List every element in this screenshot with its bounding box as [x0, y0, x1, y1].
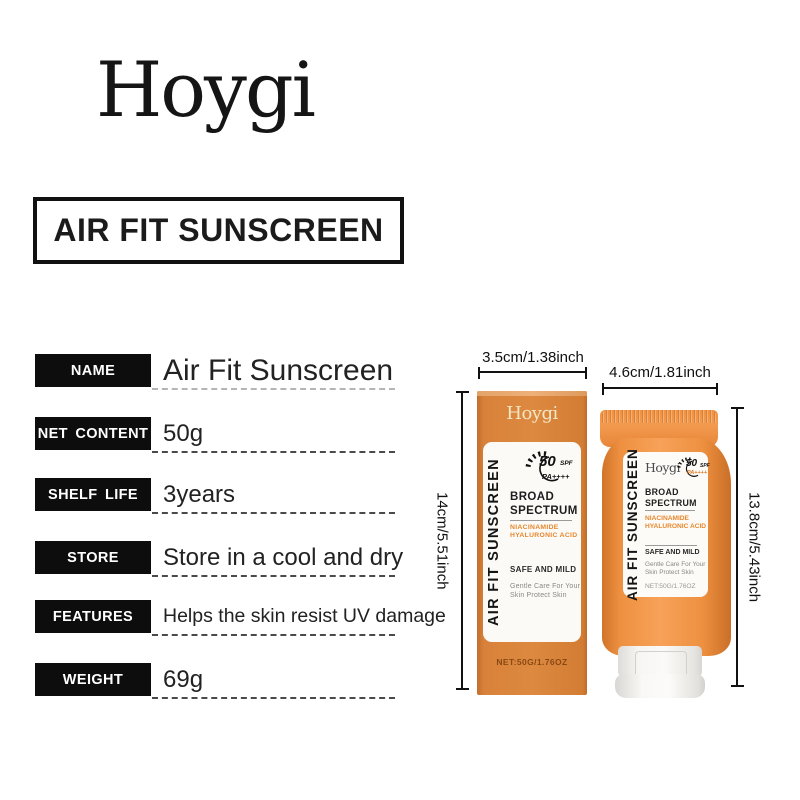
ingredient-text: HYALURONIC ACID [510, 532, 578, 539]
broad-text: BROAD [645, 487, 679, 497]
spec-row-net-content [35, 417, 435, 457]
box-vertical-title: AIR FIT SUNSCREEN [486, 458, 502, 626]
dimension-line-tube-width [602, 387, 718, 389]
dashed-underline [152, 575, 395, 577]
dimension-label-tube-width: 4.6cm/1.81inch [609, 364, 711, 381]
care-text: Skin Protect Skin [645, 569, 694, 576]
safety-text: SAFE AND MILD [645, 549, 700, 556]
dimension-label-box-height: 14cm/5.51inch [433, 491, 451, 590]
spectrum-text: SPECTRUM [510, 505, 578, 517]
dimension-label-tube-height: 13.8cm/5.43inch [745, 491, 763, 603]
spec-label: NET CONTENT [35, 417, 151, 450]
spectrum-text: SPECTRUM [645, 498, 697, 508]
spec-label: STORE [35, 541, 151, 574]
dashed-underline [152, 697, 395, 699]
dashed-underline [152, 512, 395, 514]
tube-cap-ring [615, 674, 705, 698]
ingredient-text: HYALURONIC ACID [645, 523, 707, 530]
tube-front-label [623, 448, 710, 601]
dimension-line-box-height [461, 391, 463, 690]
spec-label: SHELF LIFE [35, 478, 151, 511]
box-front-panel [483, 442, 581, 642]
brand-logo: Hoygi [96, 45, 314, 134]
spec-row-name [35, 354, 435, 394]
spec-value: Air Fit Sunscreen [163, 353, 394, 387]
broad-text: BROAD [510, 491, 555, 503]
spf-value: 50 [686, 458, 698, 469]
spec-row-features [35, 600, 446, 640]
tube-brand-logo: Hoygi [645, 460, 680, 475]
tube-net-weight: NET:50G/1.76OZ [645, 583, 696, 590]
dashed-underline [152, 451, 395, 453]
product-title-box [33, 197, 404, 264]
tube-cap [618, 646, 702, 676]
spf-sun-badge [519, 450, 577, 492]
spec-row-store [35, 541, 435, 581]
care-text: Gentle Care For Your [510, 583, 581, 590]
dimension-line-tube-height [736, 407, 738, 687]
divider [645, 510, 695, 511]
spec-value: Helps the skin resist UV damage [163, 605, 446, 627]
tube-vertical-title: AIR FIT SUNSCREEN [625, 448, 640, 601]
dashed-underline [152, 634, 395, 636]
care-text: Gentle Care For Your [645, 561, 706, 568]
spec-row-shelf-life [35, 478, 435, 518]
pa-rating: PA++++ [687, 470, 708, 476]
care-text: Skin Protect Skin [510, 592, 567, 599]
divider [510, 520, 572, 521]
ingredient-text: NIACINAMIDE [645, 515, 689, 522]
spf-sun-badge [673, 456, 709, 488]
box-brand-logo: Hoygi [506, 403, 558, 424]
dimension-line-box-width [478, 371, 587, 373]
product-title: AIR FIT SUNSCREEN [53, 212, 384, 248]
divider [645, 545, 697, 546]
safety-text: SAFE AND MILD [510, 565, 577, 574]
spec-row-weight [35, 663, 435, 703]
spec-value: 3years [163, 480, 236, 508]
spec-label: NAME [35, 354, 151, 387]
spec-value: 69g [163, 665, 204, 693]
spec-value: Store in a cool and dry [163, 543, 404, 571]
spec-value: 50g [163, 419, 204, 447]
spec-table [35, 354, 445, 704]
product-box [477, 391, 587, 695]
spec-label: FEATURES [35, 600, 151, 633]
spf-unit: SPF [700, 463, 710, 469]
box-net-weight: NET:50G/1.76OZ [496, 657, 568, 667]
spf-unit: SPF [560, 460, 573, 467]
spf-value: 50 [539, 453, 556, 470]
product-tube [600, 410, 731, 700]
dashed-underline [152, 388, 395, 390]
spec-label: WEIGHT [35, 663, 151, 696]
ingredient-text: NIACINAMIDE [510, 524, 559, 531]
dimension-label-box-width: 3.5cm/1.38inch [482, 349, 584, 366]
box-lid-edge [477, 391, 587, 396]
pa-rating: PA++++ [542, 472, 570, 481]
